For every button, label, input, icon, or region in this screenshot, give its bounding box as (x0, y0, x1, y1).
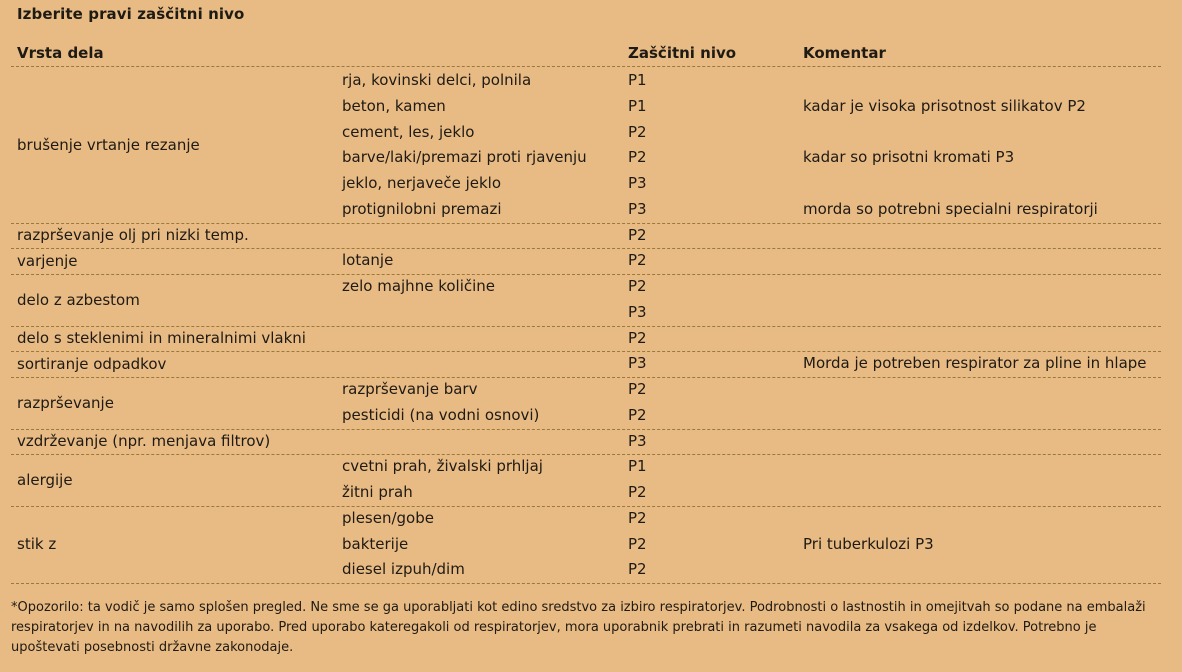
work-type-cell: razprševanje (17, 393, 114, 412)
detail-cell: razprševanje barv (342, 380, 478, 398)
footnote: *Opozorilo: ta vodič je samo splošen pregled. Ne sme se ga uporabljati kot edino sredstvo za izbiro respiratorjev. Podrobnosti o lastnostih in omejitvah so podane na embalaži respiratorjev in na navodilih za uporabo. Pred uporabo kateregakoli od respiratorjev, mora uporabnik prebrati in razumeti navodila za vsakega od izdelkov. Potrebno je upoštevati posebnosti državne zakonodaje. (11, 600, 1146, 655)
detail-cell: pesticidi (na vodni osnovi) (342, 405, 540, 424)
header-work-type: Vrsta dela (17, 44, 104, 62)
work-type-cell: delo z azbestom (17, 290, 140, 309)
protection-level-cell: P2 (628, 277, 647, 295)
row-separator (11, 223, 1161, 224)
row-separator (11, 506, 1161, 507)
protection-level-cell: P2 (628, 380, 647, 398)
protection-level-cell: P2 (628, 405, 647, 424)
header-comment: Komentar (803, 44, 886, 62)
row-separator (11, 377, 1161, 378)
work-type-cell: vzdrževanje (npr. menjava filtrov) (17, 432, 271, 451)
protection-level-cell: P2 (628, 483, 647, 501)
row-separator (11, 429, 1161, 430)
detail-cell: lotanje (342, 251, 394, 270)
detail-cell: barve/laki/premazi proti rjavenju (342, 148, 587, 167)
work-type-cell: brušenje vrtanje rezanje (17, 136, 200, 155)
comment-cell: morda so potrebni specialni respiratorji (803, 199, 1098, 218)
protection-level-cell: P3 (628, 199, 647, 218)
protection-level-cell: P3 (628, 354, 647, 373)
row-separator (11, 583, 1161, 584)
protection-level-cell: P2 (628, 148, 647, 167)
detail-cell: plesen/gobe (342, 508, 434, 527)
row-separator (11, 326, 1161, 327)
protection-level-cell: P2 (628, 534, 647, 553)
detail-cell: protignilobni premazi (342, 199, 502, 218)
protection-level-cell: P1 (628, 457, 647, 476)
protection-level-cell: P3 (628, 431, 647, 450)
protection-level-cell: P3 (628, 174, 647, 192)
protection-level-cell: P2 (628, 508, 647, 527)
detail-cell: diesel izpuh/dim (342, 560, 465, 579)
protection-level-cell: P2 (628, 251, 647, 270)
protection-level-cell: P1 (628, 71, 647, 89)
table-title: Izberite pravi zaščitni nivo (17, 5, 245, 23)
protection-level-cell: P1 (628, 96, 647, 115)
comment-cell: Morda je potreben respirator za pline in hlape (803, 354, 1147, 373)
detail-cell: bakterije (342, 534, 409, 553)
row-separator (11, 274, 1161, 275)
detail-cell: cement, les, jeklo (342, 122, 475, 141)
detail-cell: rja, kovinski delci, polnila (342, 71, 532, 89)
work-type-cell: sortiranje odpadkov (17, 355, 167, 374)
work-type-cell: alergije (17, 471, 73, 489)
header-protection-level: Zaščitni nivo (628, 44, 737, 62)
row-separator (11, 454, 1161, 455)
protection-level-cell: P2 (628, 122, 647, 141)
comment-cell: Pri tuberkulozi P3 (803, 534, 934, 553)
header-separator (11, 66, 1161, 67)
detail-cell: zelo majhne količine (342, 277, 496, 295)
detail-cell: beton, kamen (342, 96, 446, 115)
comment-cell: kadar je visoka prisotnost silikatov P2 (803, 96, 1086, 115)
work-type-cell: delo s steklenimi in mineralnimi vlakni (17, 329, 306, 348)
comment-cell: kadar so prisotni kromati P3 (803, 148, 1015, 167)
protection-level-cell: P2 (628, 328, 647, 347)
detail-cell: cvetni prah, živalski prhljaj (342, 457, 543, 476)
detail-cell: žitni prah (342, 483, 413, 501)
detail-cell: jeklo, nerjaveče jeklo (342, 174, 502, 192)
protection-level-cell: P3 (628, 302, 647, 321)
work-type-cell: varjenje (17, 252, 78, 271)
protection-level-cell: P2 (628, 560, 647, 579)
row-separator (11, 248, 1161, 249)
work-type-cell: stik z (17, 535, 57, 554)
row-separator (11, 351, 1161, 352)
work-type-cell: razprševanje olj pri nizki temp. (17, 226, 249, 245)
protection-level-cell: P2 (628, 225, 647, 244)
